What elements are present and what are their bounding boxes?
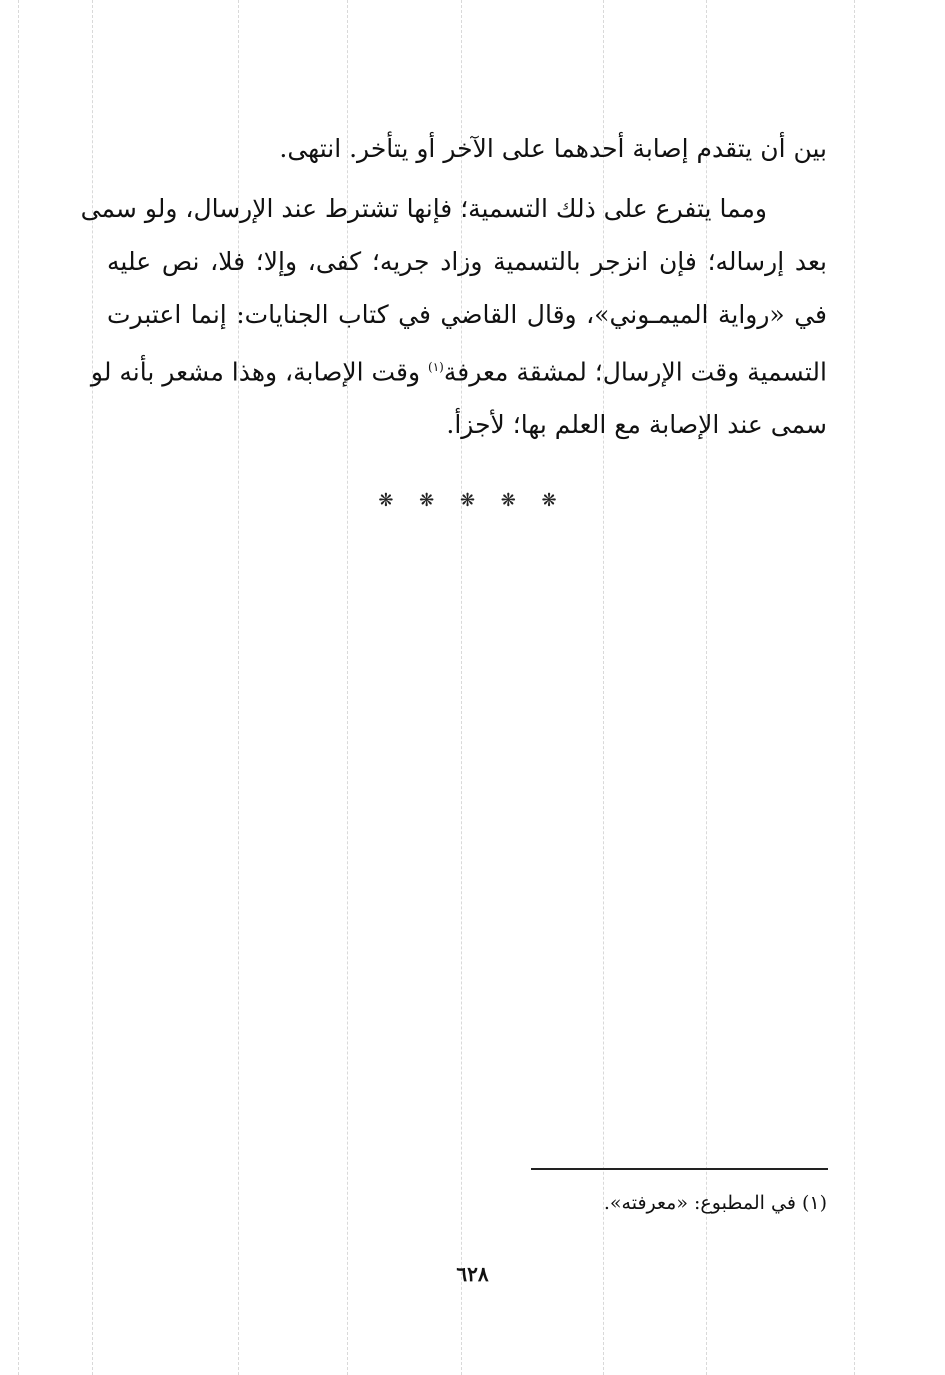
- paragraph-1: [107, 122, 827, 175]
- footnote: (١) في المطبوع: «معرفته».: [603, 1192, 827, 1214]
- text-line: بين أن يتقدم إصابة أحدهما على الآخر أو يتأخر. انتهى.: [279, 134, 827, 163]
- paragraph-2: [80, 182, 827, 451]
- scan-guide-line: [854, 0, 855, 1375]
- text-line: في «رواية الميمـوني»، وقال القاضي في كتاب الجنايات: إنما اعتبرت: [107, 300, 827, 329]
- text-line: بعد إرساله؛ فإن انزجر بالتسمية وزاد جريه؛ كفى، وإلا؛ فلا، نص عليه: [107, 247, 827, 276]
- text-line-with-footnote-ref: [90, 341, 827, 398]
- footnote-divider: [531, 1168, 828, 1170]
- text-line: سمى عند الإصابة مع العلم بها؛ لأجزأ.: [446, 410, 827, 440]
- text-line: ومما يتفرع على ذلك التسمية؛ فإنها تشترط عند الإرسال، ولو سمى: [80, 194, 767, 223]
- page-number: ٦٢٨: [456, 1262, 489, 1286]
- text-segment: وقت الإصابة، وهذا مشعر بأنه لو: [90, 357, 421, 387]
- footnote-reference: (١): [428, 360, 444, 374]
- text-segment: التسمية وقت الإرسال؛ لمشقة معرفة: [443, 357, 827, 387]
- section-separator: ❋ ❋ ❋ ❋ ❋: [378, 490, 567, 511]
- scan-guide-line: [18, 0, 19, 1375]
